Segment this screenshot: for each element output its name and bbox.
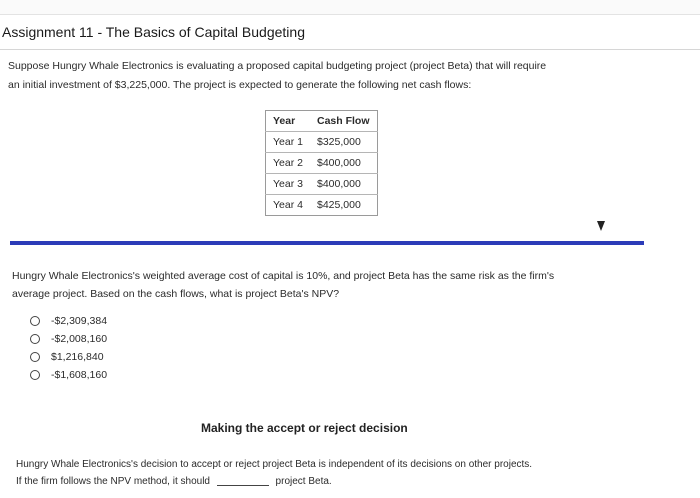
year-cell: Year 2 xyxy=(273,157,303,169)
decision-line-2 xyxy=(16,473,656,490)
answer-option-label: -$2,309,384 xyxy=(51,315,108,327)
year-cell: Year 1 xyxy=(273,136,303,148)
top-strip xyxy=(0,0,700,15)
answer-option-label: -$1,608,160 xyxy=(51,369,108,381)
table-row xyxy=(266,153,378,174)
npv-question xyxy=(12,267,662,303)
table-header-row xyxy=(266,111,378,132)
decision-line-2-end: project Beta. xyxy=(275,476,332,487)
cash-flow-cell: $400,000 xyxy=(316,157,361,169)
cash-flow-cell: $400,000 xyxy=(316,178,361,190)
question-line-1: Hungry Whale Electronics's weighted average cost of capital is 10%, and project Beta has the same risk as the firm's xyxy=(12,270,555,282)
radio-button-icon[interactable] xyxy=(30,370,40,380)
decision-line-1: Hungry Whale Electronics's decision to accept or reject project Beta is independent of its decisions on other projects. xyxy=(16,459,533,470)
table-row xyxy=(266,174,378,195)
year-cell: Year 4 xyxy=(273,199,303,211)
section-divider xyxy=(10,241,644,245)
table-row xyxy=(266,195,378,216)
decision-text xyxy=(16,456,656,490)
radio-button-icon[interactable] xyxy=(30,334,40,344)
answer-options xyxy=(30,312,107,384)
cash-flow-cell: $425,000 xyxy=(316,199,361,211)
mouse-cursor-icon xyxy=(597,221,605,231)
answer-option[interactable] xyxy=(30,330,107,348)
radio-button-icon[interactable] xyxy=(30,316,40,326)
accept-reject-dropdown[interactable] xyxy=(217,485,269,486)
decision-line-2-start: If the firm follows the NPV method, it should xyxy=(16,476,210,487)
year-cell: Year 3 xyxy=(273,178,303,190)
intro-line-2: an initial investment of $3,225,000. The project is expected to generate the following net cash flows: xyxy=(8,79,472,91)
answer-option-label: $1,216,840 xyxy=(51,351,104,363)
answer-option[interactable] xyxy=(30,366,107,384)
question-line-2: average project. Based on the cash flows, what is project Beta's NPV? xyxy=(12,288,340,300)
intro-line-1: Suppose Hungry Whale Electronics is evaluating a proposed capital budgeting project (project Beta) that will require xyxy=(8,60,547,72)
answer-option[interactable] xyxy=(30,312,107,330)
cash-flow-table xyxy=(265,110,378,216)
radio-button-icon[interactable] xyxy=(30,352,40,362)
answer-option-label: -$2,008,160 xyxy=(51,333,108,345)
year-column-header: Year xyxy=(273,115,296,127)
answer-option[interactable] xyxy=(30,348,107,366)
intro-text xyxy=(8,57,668,95)
page-title: Assignment 11 - The Basics of Capital Budgeting xyxy=(2,24,305,40)
title-divider xyxy=(0,49,700,50)
section-heading: Making the accept or reject decision xyxy=(201,421,408,435)
cash-flow-cell: $325,000 xyxy=(316,136,361,148)
cash-flow-column-header: Cash Flow xyxy=(316,115,370,127)
table-row xyxy=(266,132,378,153)
